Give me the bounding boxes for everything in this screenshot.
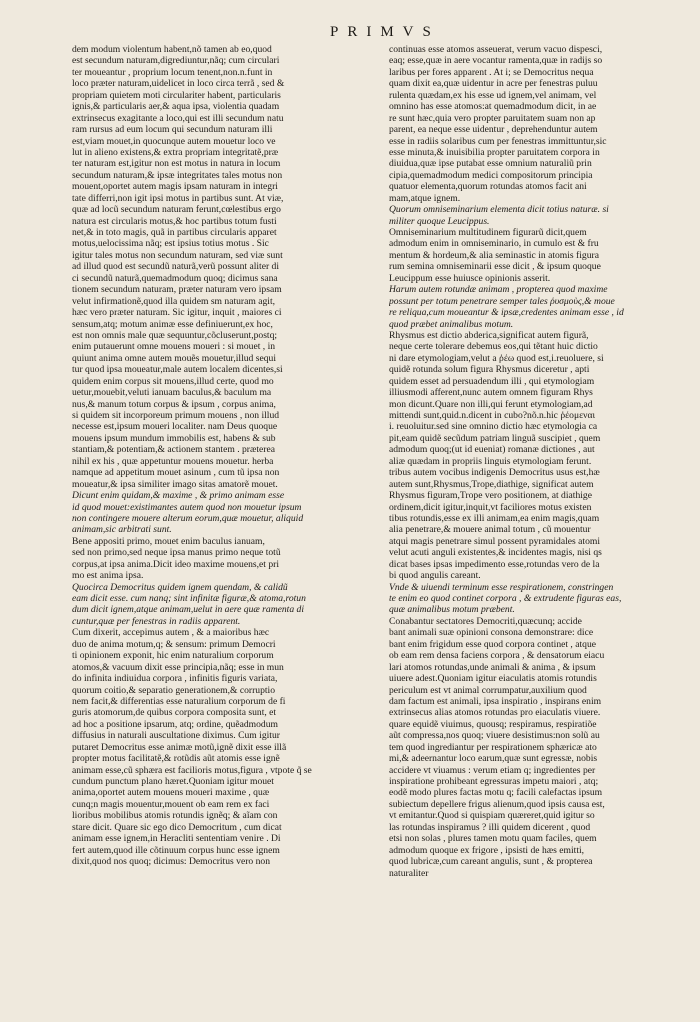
text-line: extrinsecus exagitante a loco,qui est illi secundum natu — [72, 112, 284, 124]
text-line: net,& in toto magis, quã in partibus circularis apparet — [72, 227, 277, 238]
text-line: nem facit,& differentias esse naturalium corporum de fi — [72, 695, 286, 707]
text-line: bi quod angulis careant. — [389, 570, 481, 582]
text-line: stare dicit. Quare sic ego dico Democritum , cum dicat — [72, 821, 282, 833]
text-line: mentum & hordeum,& alia seminastic in atomis figura — [389, 249, 599, 261]
text-line: loco præter naturam,uidelicet in loco circa terrã , sed & — [72, 78, 285, 90]
right-column — [389, 44, 693, 879]
text-line: tionem secundum naturam, præter naturam vero ipsam — [72, 284, 282, 296]
text-line: mo est anima ipsa. — [72, 570, 144, 582]
running-title: PRIMVS — [330, 24, 440, 40]
text-line: mouens ipsum mundum immobilis est, habens & sub — [72, 432, 276, 444]
text-line: lioribus mobilibus atomis rotundis ignẽq; & aĩam con — [72, 810, 278, 822]
text-line: non contingere mouere alterum eorum,quæ mouetur, aliquid — [72, 512, 304, 524]
text-line: uetur,mouebit,veluti ianuam baculus,& baculum ma — [72, 387, 272, 399]
text-line: duo de anima motum,q; & sensum: primum Democri — [72, 638, 276, 650]
text-line: extrinsecus alias atomos rotundas pro eiaculatis viuere. — [389, 707, 601, 719]
text-line: nihil ex his , quæ appetuntur mouens mouetur. herba — [72, 455, 274, 467]
text-line: Rhysmus est dictio abderica,significat autem figurã, — [389, 329, 589, 341]
text-line: neque certe tolerare debemus eos,qui tẽtant huic dictio — [389, 341, 598, 353]
text-line: re reliqua,cum moueantur & ipsæ,credentes animam esse , id — [389, 307, 624, 319]
text-line: bant animali suæ opinioni consona demonstrare: dice — [389, 627, 594, 639]
text-line: Quorum omniseminarium elementa dicit totius naturæ. si — [389, 204, 609, 216]
text-line: anima,oportet autem mouens moueri maxime , quæ — [72, 787, 270, 799]
text-line: do infinita indiuidua corpora , infinitis figuris variata, — [72, 673, 278, 685]
text-line: tibus rotundis,esse ex illi animam,ea enim magis,quam — [389, 512, 600, 524]
left-column — [72, 44, 372, 868]
text-line: inspiratione prohibeant egressuras impetu maiori , atq; — [389, 776, 599, 787]
text-line: mi,& adeernantur loco earum,quæ sunt egressæ, nobis — [389, 753, 598, 765]
text-line: quod lubricæ,cum careant angulis, sunt , & propterea — [389, 856, 593, 868]
text-line: ci secundũ naturã,quemadmodum quoq; dicimus sana — [72, 272, 278, 284]
text-line: mam,atque ignem. — [389, 192, 461, 204]
text-line: periculum est vt animal corrumpatur,auxilium quod — [389, 684, 587, 696]
text-line: subiectum depellere frigus alienum,quod ipsis causa est, — [389, 798, 605, 810]
text-line: si quidem sit incorporeum primum mouens , non illud — [72, 410, 280, 421]
text-line: Conabantur sectatores Democriti,quæcunq; accide — [389, 615, 582, 627]
text-line: corpus,at ipsa anima.Dicit ideo maxime mouens,et pri — [72, 558, 280, 570]
text-line: mittendi sunt,quid.n.dicent in cubo?nõ.n.hic ῥέομεναι — [389, 410, 596, 421]
text-line: alia penetrare,& mouere animal totum , cũ mouentur — [389, 524, 591, 536]
text-line: propter motus facilitatẽ,& rotũdis aũt atomis esse ignẽ — [72, 753, 280, 765]
text-line: quod præbet animalibus motum. — [389, 318, 514, 330]
text-line: moueatur,& ipsa similiter imago sitas amatorẽ mouet. — [72, 478, 278, 490]
text-line: eodẽ modo plures factas motu q; facili calefactas ipsum — [389, 787, 603, 799]
text-line: Bene appositi primo, mouet enim baculus ianuam, — [72, 535, 265, 547]
text-line: Quocirca Democritus quidem ignem quendam, & calidũ — [72, 581, 288, 593]
text-line: diffusius in naturali auscultatione diximus. Cum igitur — [72, 730, 280, 742]
text-line: dicat bases ipsas impedimento esse,rotundas vero de la — [389, 558, 600, 570]
text-line: velut acuti anguli existentes,& incidentes magis, nisi qs — [389, 547, 602, 559]
text-line: fert autem,quod ille cõtinuum corpus hunc esse ignem — [72, 844, 280, 856]
text-line: cunq;n magis mouentur,mouent ob eam rem ex faci — [72, 798, 270, 810]
text-line: sensum,atq; motum animæ esse definiuerunt,ex hoc, — [72, 318, 273, 330]
text-line: re sunt hæc,quia vero propter paruitatem suam non ap — [389, 112, 596, 124]
text-line: uiuere adest.Quoniam igitur eiaculatis atomis rotundis — [389, 673, 597, 685]
text-line: pit,eam quidẽ secũdum patriam linguã suscipiet , quem — [389, 432, 601, 444]
text-line: aliæ quædam in propriis linguis etymologiam ferunt. — [389, 455, 592, 467]
text-line: i. reuoluitur.sed sine omnino dictio hæc etymologia ca — [389, 421, 598, 433]
text-line: aũt compressa,nos quoq; viuere desistimus:non solũ au — [389, 730, 600, 742]
text-line: quidem enim corpus sit mouens,illud certe, quod mo — [72, 375, 274, 387]
text-line: militer quoque Leucippus. — [389, 215, 490, 227]
text-line: stantiam,& potentiam,& actionem stantem . præterea — [72, 444, 276, 456]
text-line: est non omnis male quæ sequuntur,cõcluserunt,postq; — [72, 329, 278, 341]
text-line: admodum quoq;(ut id eueniat) romanæ dictiones , aut — [389, 444, 595, 456]
text-line: Leucippum esse huiusce opinionis asserit. — [389, 272, 551, 284]
text-line: est,viam mouet,in quocunque autem mouetur loco ve — [72, 135, 276, 147]
text-line: est secundum naturam,digrediuntur,nãq; cum circulari — [72, 55, 280, 67]
text-line: animam,sic arbitrati sunt. — [72, 524, 172, 536]
text-line: quiunt anima omne autem mouẽs mouetur,illud sequi — [72, 352, 276, 364]
text-line: propriam quietem moti circulariter habent, particularis — [72, 89, 281, 101]
text-line: namque ad appetitum mouet asinum , cum tũ ipsa non — [72, 467, 280, 479]
text-line: laribus per fores apparent . At i; se Democritus nequa — [389, 66, 594, 78]
text-line: quæ animalibus motum præbent. — [389, 604, 515, 616]
text-line: esse minuta,& inuisibilia propter paruitatem corpora in — [389, 146, 600, 158]
text-line: parent, ea neque esse uidentur , deprehenduntur autem — [389, 124, 598, 136]
text-line: lut in alieno existens,& extra propriam integritatẽ,præ — [72, 146, 279, 158]
text-line: tur quod ipsa moueatur,male autem localem dicentes,si — [72, 364, 283, 376]
text-line: tate differri,non igit ipsi motus in partibus sunt. At viæ, — [72, 192, 284, 204]
text-line: esse in radiis solaribus cum per fenestras immittuntur,sic — [389, 135, 607, 147]
text-line: las rotundas inspiramus ? illi quidem dicerent , quod — [389, 821, 591, 833]
text-line: ignis,& particularis aer,& aqua ipsa, violentia quadam — [72, 101, 280, 113]
text-line: Rhysmus figuram,Trope vero positionem, at diathige — [389, 490, 592, 502]
text-line: animam esse,cũ sphæra est facilioris motus,figura , vtpote q̃ se — [72, 764, 312, 776]
text-line: admodum enim in omniseminario, in cumulo est & fru — [389, 238, 599, 250]
text-line: ter moueantur , proprium locum tenent,non.n.funt in — [72, 66, 273, 78]
text-line: bant enim frigidum esse quod corpora continet , atque — [389, 638, 597, 650]
text-line: quidem esset ad persuadendum illi , qui etymologiam — [389, 375, 595, 387]
text-line: ob eam rem densa faciens corpora , & densatorum eiacu — [389, 650, 605, 662]
text-line: quæ ad locũ secundum naturam ferunt,cœlestibus ergo — [72, 204, 281, 216]
text-line: omnino has esse atomos:at quemadmodum dicit, in ae — [389, 101, 597, 113]
text-line: rulenta quædam,ex his esse ud ignem,vel animam, vel — [389, 89, 597, 101]
text-line: atqui magis penetrare simul possent pyramidales atomi — [389, 535, 601, 547]
text-line: igitur tales motus non secundum naturam, sed viæ sunt — [72, 249, 283, 261]
text-line: diuidua,quæ ipse putabat esse omnium naturaliũ prin — [389, 158, 592, 170]
text-line: Harum autem rotundæ animam , propterea quod maxime — [389, 284, 608, 296]
text-line: eam dicit esse. cum nanq; sint infinitæ figuræ,& atoma,rotun — [72, 593, 306, 604]
text-line: velut infirmationẽ,quod illa quidem sm naturam agit, — [72, 295, 276, 307]
text-line: mouent,oportet autem magis ipsam naturam in integri — [72, 181, 278, 193]
text-line: sed non primo,sed neque ipsa manus primo neque totũ — [72, 547, 281, 559]
text-line: atomos,& vacuum dixit esse principia,nãq; esse in mun — [72, 661, 284, 673]
text-line: ter naturam est,igitur non est motus in natura in locum — [72, 158, 281, 170]
text-line: autem sunt,Rhysmus,Trope,diathige, significat autem — [389, 478, 594, 490]
text-line: continuas esse atomos asseuerat, verum vacuo dispesci, — [389, 44, 603, 55]
text-line: animam esse ignem,in Heracliti sententiam venire . Di — [72, 833, 281, 845]
text-line: quare equidẽ viuimus, quousq; respiramus, respiratiõe — [389, 718, 597, 730]
text-line: ram rursus ad eum locum qui secundum naturam illi — [72, 124, 273, 136]
text-line: Dicunt enim quidam,& maxime , & primo animam esse — [72, 490, 285, 502]
text-line: quatuor elementa,quorum rotundas atomos facit ani — [389, 181, 587, 193]
text-line: necesse est,ipsum moueri localiter. nam Deus quoque — [72, 421, 278, 433]
text-line: etsi non solas , plures tamen motu quam faciles, quem — [389, 833, 597, 845]
text-line: possunt per totum penetrare semper tales ῥυσμοὺς,& moue — [389, 295, 615, 307]
text-line: dixit,quod nos quoq; dicimus: Democritus vero non — [72, 856, 270, 868]
text-line: dem modum violentum habent,nõ tamen ab eo,quod — [72, 44, 272, 55]
text-line: ad hoc a positione ipsarum, atq; ordine, quẽadmodum — [72, 718, 278, 730]
text-line: Vnde & uiuendi terminum esse respirationem, constringen — [389, 581, 614, 593]
text-line: dum dicit ignem,atque animam,uelut in aere quæ ramenta di — [72, 604, 304, 616]
text-line: te enim eo quod continet corpora , & extrudente figuras eas, — [389, 593, 622, 604]
text-line: guris atomorum,de quibus corpora composita sunt, et — [72, 707, 277, 719]
text-line: rum semina omniseminarii esse dicit , & ipsum quoque — [389, 261, 601, 273]
text-line: enim putauerunt omne mouens moueri : si mouet , in — [72, 341, 276, 353]
text-line: nus,& manum totum corpus & ipsum , corpus anima, — [72, 398, 276, 410]
text-line: eaq; esse,quæ in aere vocantur ramenta,quæ in radijs so — [389, 55, 603, 67]
text-line: cuntur,quæ per fenestras in radiis apparent. — [72, 615, 241, 627]
text-line: accidere vt viuamus : verum etiam q; ingredientes per — [389, 764, 596, 776]
text-line: lari atomos rotundas,unde animali & anima , & ipsum — [389, 661, 596, 673]
text-line: tribus autem vocibus indigenis Democritus usus est,hæ — [389, 467, 600, 479]
text-line: cundum punctum plano hæret.Quoniam igitur mouet — [72, 776, 274, 787]
text-line: mon dicunt.Quare non illi,qui ferunt etymologiam,ad — [389, 398, 593, 410]
text-line: id quod mouet:existimantes autem quod non mouetur ipsum — [72, 501, 302, 513]
text-line: ti opinionem exponit, hic enim naturalium corporum — [72, 650, 274, 662]
text-line: ad illud quod est secundũ naturã,verũ possunt aliter di — [72, 261, 280, 273]
text-line: naturaliter — [389, 867, 429, 879]
text-line: quidẽ rotunda solum figura Rhysmus diceretur , apti — [389, 364, 590, 376]
text-line: vt emitantur.Quod si quispiam quæreret,quid igitur so — [389, 810, 595, 822]
text-line: hæc vero præter naturam. Sic igitur, inquit , maiores ci — [72, 307, 282, 319]
text-line: tem quod ingrediantur per respirationem sphæricæ ato — [389, 741, 597, 753]
text-line: putaret Democritus esse animæ motũ,ignẽ dixit esse illã — [72, 741, 287, 753]
text-line: Omniseminarium multitudinem figurarũ dicit,quem — [389, 227, 587, 238]
text-line: Cum dixerit, accepimus autem , & a maioribus hæc — [72, 627, 270, 639]
text-line: admodum quoque ex frigore , ipsisti de hæs emitti, — [389, 844, 585, 856]
text-line: cipia,quemadmodum medici compositorum principia — [389, 169, 593, 181]
text-line: illiusmodi afferent,nunc autem omnem figuram Rhys — [389, 387, 593, 399]
text-line: ordinem,dicit igitur,inquit,vt faciliores motus existen — [389, 501, 592, 513]
text-line: ni dare etymologiam,velut a ῥέω quod est,i.reuoluere, si — [389, 352, 604, 364]
text-line: quorum coitio,& separatio generationem,& corruptio — [72, 684, 276, 696]
text-line: quam dixit ea,quæ uidentur in acre per fenestras puluu — [389, 78, 598, 90]
text-line: secundum naturam,& ipsæ integritates tales motus non — [72, 169, 283, 181]
text-line: natura est circularis motus,& hoc partibus totum fusti — [72, 215, 277, 227]
text-line: dam factum est animali, ipsa inspiratio , inspirans enim — [389, 695, 602, 707]
text-line: motus,uelocissima nãq; est ipsius totius motus . Sic — [72, 238, 269, 250]
